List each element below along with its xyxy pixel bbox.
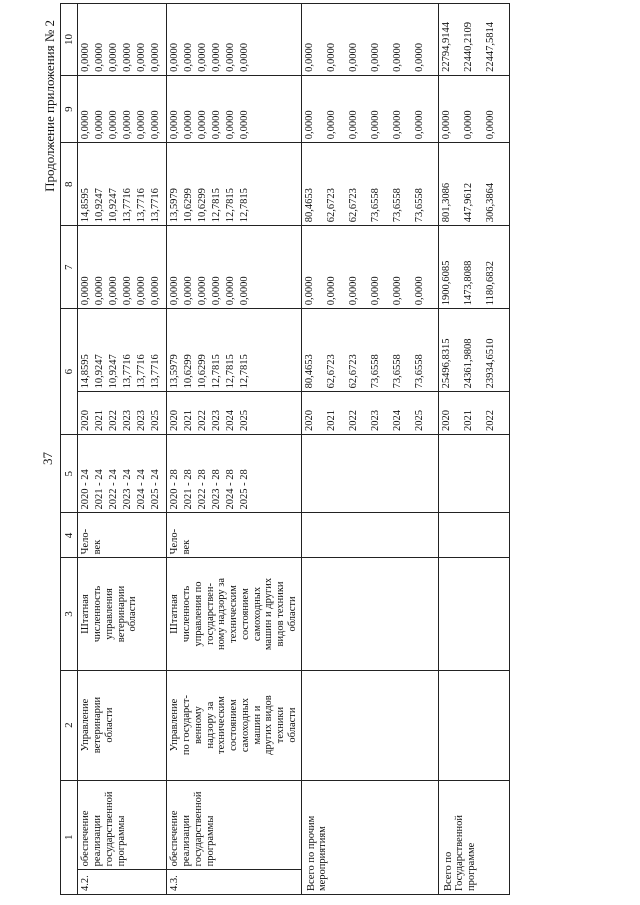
data-value: 14,8595 [80, 188, 92, 223]
data-value: 2023 [136, 409, 148, 431]
total-value: 0,0000 [347, 43, 359, 72]
total-value: 0,0000 [391, 110, 403, 140]
table-body [78, 4, 509, 895]
data-value: 0,0000 [239, 276, 251, 306]
data-value: 2024 - 24 [136, 469, 148, 510]
total-value: 2023 [369, 409, 381, 431]
col-header-4: 4 [61, 513, 78, 558]
data-value: 2024 [225, 409, 237, 431]
total-program-row-label [438, 780, 509, 894]
total-value: 0,0000 [369, 43, 381, 72]
empty-cell [438, 513, 509, 558]
empty-cell [438, 558, 509, 670]
total-value: 0,0000 [413, 43, 425, 72]
data-value: 0,0000 [169, 43, 181, 72]
total-value: 0,0000 [347, 110, 359, 140]
column-number-row [61, 4, 78, 895]
data-col-1 [167, 392, 301, 435]
data-value: 0,0000 [94, 43, 106, 72]
total-value: 0,0000 [325, 43, 337, 72]
measure-name-text: обеспечение реализации государственной программы [80, 791, 127, 867]
total-col-4 [438, 75, 509, 142]
total-value: 0,0000 [325, 110, 337, 140]
total-col-3 [301, 143, 438, 226]
data-value: 2021 - 28 [183, 469, 195, 510]
data-value: 0,0000 [150, 276, 162, 306]
data-col-4 [78, 143, 167, 226]
data-value: 2020 - 24 [80, 469, 92, 510]
total-value: 62,6723 [347, 354, 359, 389]
total-value: 0,0000 [391, 43, 403, 72]
data-value: 2022 - 28 [197, 469, 209, 510]
data-col-3 [167, 226, 301, 309]
col-header-3: 3 [61, 558, 78, 670]
data-value: 13,7716 [122, 354, 134, 389]
total-value: 73,6558 [369, 188, 381, 223]
data-value: 2023 - 24 [122, 469, 134, 510]
data-value: 13,7716 [136, 188, 148, 223]
data-value: 0,0000 [80, 43, 92, 72]
unit [167, 513, 301, 558]
empty-cell [301, 558, 438, 670]
total-value: 0,0000 [440, 110, 452, 140]
empty-cell [301, 670, 438, 780]
empty-cell [301, 434, 438, 513]
total-value: 306,3864 [484, 182, 496, 223]
unit [78, 513, 167, 558]
total-value: 0,0000 [303, 276, 315, 306]
data-value: 10,6299 [197, 188, 209, 223]
data-value: 2025 - 24 [150, 469, 162, 510]
col-header-7: 7 [61, 226, 78, 309]
data-value: 10,9247 [94, 188, 106, 223]
data-value: 0,0000 [225, 276, 237, 306]
data-value: 10,6299 [197, 354, 209, 389]
total-value: 0,0000 [347, 276, 359, 306]
data-value: 2021 [94, 409, 106, 431]
data-value: 0,0000 [80, 110, 92, 140]
empty-cell [438, 434, 509, 513]
data-value: 0,0000 [169, 110, 181, 140]
data-value: 10,6299 [183, 354, 195, 389]
data-value: 0,0000 [211, 276, 223, 306]
total-value: 73,6558 [391, 354, 403, 389]
data-value: 0,0000 [136, 110, 148, 140]
data-value: 2022 - 24 [108, 469, 120, 510]
total-value: 22440,2109 [462, 22, 474, 72]
col-header-8: 8 [61, 143, 78, 226]
data-value: 12,7815 [211, 188, 223, 223]
total-value: 0,0000 [462, 110, 474, 140]
data-value: 10,9247 [108, 188, 120, 223]
total-value: 0,0000 [413, 110, 425, 140]
data-col-5 [167, 75, 301, 142]
empty-cell [438, 670, 509, 780]
data-value: 0,0000 [136, 276, 148, 306]
total-value: 2020 [440, 409, 452, 431]
data-col-6 [167, 4, 301, 76]
total-program-row-label-text: Всего по Государственной программе [442, 815, 478, 891]
data-value: 14,8595 [80, 354, 92, 389]
total-col-5 [438, 4, 509, 76]
col-header-1: 1 [61, 780, 78, 894]
data-value: 0,0000 [197, 43, 209, 72]
total-value: 0,0000 [391, 276, 403, 306]
total-value: 0,0000 [303, 43, 315, 72]
continuation-note: Продолжение приложения № 2 [42, 20, 57, 192]
total-value: 80,4653 [303, 354, 315, 389]
total-value: 2024 [391, 409, 403, 431]
data-value: 0,0000 [108, 276, 120, 306]
data-value: 12,7815 [211, 354, 223, 389]
executor [78, 670, 167, 780]
total-value: 0,0000 [303, 110, 315, 140]
total-other-row-label-text: Всего по прочим мероприятиям [305, 815, 329, 891]
total-col-4 [301, 75, 438, 142]
table-row [78, 4, 167, 895]
total-value: 62,6723 [325, 354, 337, 389]
empty-cell [301, 513, 438, 558]
total-col-1 [301, 309, 438, 392]
indicator [167, 558, 301, 670]
total-col-2 [438, 226, 509, 309]
data-value: 0,0000 [80, 276, 92, 306]
data-value: 13,5979 [169, 188, 181, 223]
unit-text: Чело- век [80, 528, 104, 555]
data-value: 12,7815 [239, 354, 251, 389]
data-col-3 [78, 226, 167, 309]
data-value: 13,5979 [169, 354, 181, 389]
data-value: 12,7815 [225, 188, 237, 223]
data-value: 0,0000 [211, 43, 223, 72]
data-value: 2021 - 24 [94, 469, 106, 510]
data-value: 2024 - 28 [225, 469, 237, 510]
measure-name [167, 780, 301, 870]
data-value: 2022 [108, 409, 120, 431]
executor-text: Управление по государст- венному надзору за техническим состоянием самоходных машин и других видов техники области [169, 694, 298, 756]
total-value: 2025 [413, 409, 425, 431]
total-value: 447,9612 [462, 182, 474, 223]
appendix-table [60, 3, 510, 895]
total-value: 62,6723 [325, 188, 337, 223]
total-value: 2021 [325, 409, 337, 431]
total-value: 1900,6085 [440, 260, 452, 306]
total-value: 24361,9808 [462, 338, 474, 389]
data-value: 0,0000 [150, 43, 162, 72]
total-value: 2020 [303, 409, 315, 431]
indicator [78, 558, 167, 670]
data-value: 13,7716 [122, 188, 134, 223]
data-value: 2023 - 28 [211, 469, 223, 510]
data-col-6 [78, 4, 167, 76]
data-value: 2025 [239, 409, 251, 431]
data-value: 2023 [122, 409, 134, 431]
total-col-0 [438, 392, 509, 435]
data-value: 0,0000 [122, 110, 134, 140]
data-value: 13,7716 [150, 354, 162, 389]
data-value: 12,7815 [239, 188, 251, 223]
data-value: 0,0000 [108, 110, 120, 140]
executor-text: Управление ветеринарии области [80, 696, 115, 754]
data-value: 0,0000 [150, 110, 162, 140]
total-value: 1473,8088 [462, 260, 474, 306]
total-value: 73,6558 [413, 188, 425, 223]
data-value: 0,0000 [197, 276, 209, 306]
measure-name [78, 780, 167, 870]
total-value: 73,6558 [413, 354, 425, 389]
row-number: 4.2. [78, 870, 167, 895]
total-col-0 [301, 392, 438, 435]
data-col-0 [78, 434, 167, 513]
total-value: 2022 [484, 409, 496, 431]
data-col-2 [78, 309, 167, 392]
data-value: 10,9247 [108, 354, 120, 389]
data-col-5 [78, 75, 167, 142]
total-value: 0,0000 [369, 276, 381, 306]
data-value: 0,0000 [94, 110, 106, 140]
data-col-2 [167, 309, 301, 392]
row-number: 4.3. [167, 870, 301, 895]
total-other-row-label [301, 780, 438, 894]
data-value: 10,9247 [94, 354, 106, 389]
data-value: 2020 - 28 [169, 469, 181, 510]
total-value: 25496,8315 [440, 338, 452, 389]
total-value: 22447,5814 [484, 22, 496, 72]
data-value: 2020 [169, 409, 181, 431]
col-header-6: 6 [61, 309, 78, 435]
data-value: 0,0000 [136, 43, 148, 72]
data-value: 0,0000 [108, 43, 120, 72]
data-value: 10,6299 [183, 188, 195, 223]
total-value: 2021 [462, 409, 474, 431]
total-col-5 [301, 4, 438, 76]
indicator-text: Штатная численность управления ветеринарии области [80, 585, 139, 643]
data-value: 12,7815 [225, 354, 237, 389]
total-col-1 [438, 309, 509, 392]
data-value: 0,0000 [225, 43, 237, 72]
total-program-row [438, 4, 509, 895]
data-value: 2022 [197, 409, 209, 431]
data-value: 0,0000 [94, 276, 106, 306]
total-value: 0,0000 [325, 276, 337, 306]
total-value: 2022 [347, 409, 359, 431]
total-value: 0,0000 [369, 110, 381, 140]
data-value: 0,0000 [183, 276, 195, 306]
executor [167, 670, 301, 780]
measure-name-text: обеспечение реализации государственной программы [169, 791, 216, 867]
data-value: 0,0000 [122, 43, 134, 72]
total-value: 73,6558 [391, 188, 403, 223]
indicator-text: Штатная численность управления по государствен- ному надзору за техническим состоянием самоходных машин и других видов техники области [169, 577, 298, 651]
data-value: 0,0000 [197, 110, 209, 140]
data-col-1 [78, 392, 167, 435]
unit-text: Чело- век [169, 528, 193, 555]
col-header-5: 5 [61, 434, 78, 513]
data-value: 0,0000 [225, 110, 237, 140]
col-header-2: 2 [61, 670, 78, 780]
total-value: 23934,6510 [484, 338, 496, 389]
data-value: 2023 [211, 409, 223, 431]
total-value: 0,0000 [413, 276, 425, 306]
data-value: 0,0000 [183, 43, 195, 72]
data-value: 0,0000 [211, 110, 223, 140]
total-value: 0,0000 [484, 110, 496, 140]
table-row [167, 4, 301, 895]
data-col-4 [167, 143, 301, 226]
total-value: 62,6723 [347, 188, 359, 223]
total-value: 1180,6832 [484, 261, 496, 306]
data-value: 0,0000 [169, 276, 181, 306]
total-col-3 [438, 143, 509, 226]
total-other-row [301, 4, 438, 895]
total-col-2 [301, 226, 438, 309]
data-value: 13,7716 [136, 354, 148, 389]
data-value: 0,0000 [183, 110, 195, 140]
data-value: 13,7716 [150, 188, 162, 223]
data-value: 0,0000 [122, 276, 134, 306]
col-header-9: 9 [61, 75, 78, 142]
page-number: 37 [40, 452, 55, 465]
data-value: 2025 [150, 409, 162, 431]
total-value: 73,6558 [369, 354, 381, 389]
data-col-0 [167, 434, 301, 513]
col-header-10: 10 [61, 4, 78, 76]
data-value: 0,0000 [239, 43, 251, 72]
total-value: 801,3086 [440, 182, 452, 223]
total-value: 80,4653 [303, 188, 315, 223]
data-value: 2025 - 28 [239, 469, 251, 510]
data-value: 2021 [183, 409, 195, 431]
total-value: 22794,9144 [440, 22, 452, 72]
data-value: 2020 [80, 409, 92, 431]
data-value: 0,0000 [239, 110, 251, 140]
